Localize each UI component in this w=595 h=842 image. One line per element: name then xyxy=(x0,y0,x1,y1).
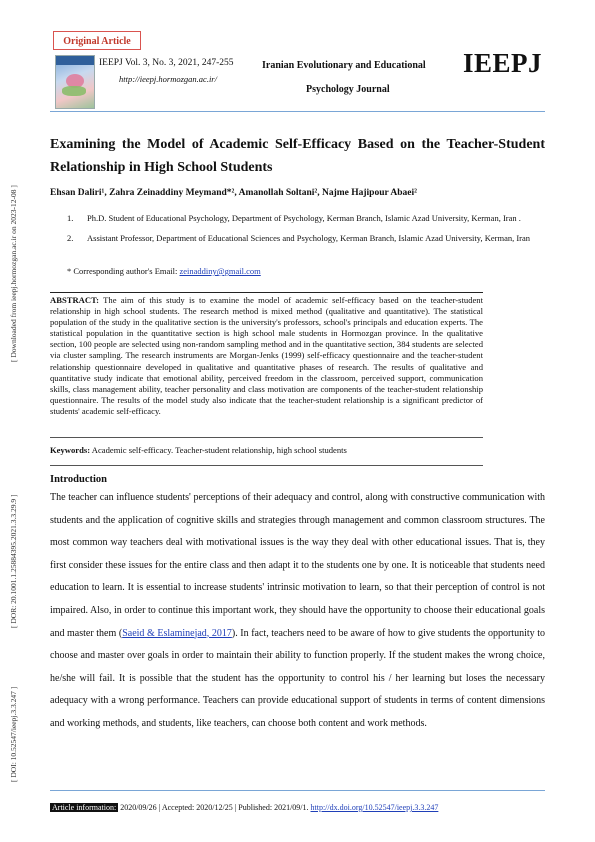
affiliation-text: Assistant Professor, Department of Educational Sciences and Psychology, Kerman Branch, Islamic Azad University, Kerman, Iran xyxy=(87,233,531,243)
affiliation-number: 1. xyxy=(67,213,74,223)
footer-divider xyxy=(50,790,545,791)
journal-cover-image xyxy=(55,55,95,109)
doi-link[interactable]: http://dx.doi.org/10.52547/ieepj.3.3.247 xyxy=(310,803,439,812)
abstract-label: ABSTRACT: xyxy=(50,295,100,305)
corresponding-email-link[interactable]: zeinaddiny@gmail.com xyxy=(179,266,261,276)
keywords-label: Keywords: xyxy=(50,445,91,455)
download-note: [ Downloaded from ieepj.hormozgan.ac.ir on 2023-12-08 ] xyxy=(9,185,18,362)
article-information xyxy=(50,803,438,812)
author-list: Ehsan Daliri¹, Zahra Zeinaddiny Meymand*², Amanollah Soltani², Najme Hajipour Abaei² xyxy=(50,188,417,198)
affiliation-number: 2. xyxy=(67,233,74,243)
article-type-badge: Original Article xyxy=(53,31,141,50)
journal-url: http://ieepj.hormozgan.ac.ir/ xyxy=(119,74,217,84)
accepted-date: | Accepted: 2020/12/25 xyxy=(156,803,233,812)
keywords-bottom-rule xyxy=(50,465,483,466)
introduction-paragraph xyxy=(50,487,545,736)
received-date: 2020/09/26 xyxy=(118,803,157,812)
keywords xyxy=(50,445,483,455)
affiliation-text: Ph.D. Student of Educational Psychology, Department of Psychology, Kerman Branch, Islamic Azad University, Kerman, Iran . xyxy=(87,213,521,223)
header-divider xyxy=(50,111,545,112)
abstract-top-rule xyxy=(50,292,483,293)
journal-name-line1: Iranian Evolutionary and Educational xyxy=(262,60,426,71)
dor-note: [ DOR: 20.1001.1.25884395.2021.3.3.29.9 ] xyxy=(9,494,18,628)
paper-title: Examining the Model of Academic Self-Efficacy Based on the Teacher-Student Relationship in High School Students xyxy=(50,137,545,175)
affiliation-2 xyxy=(67,231,565,261)
doi-note: [ DOI: 10.52547/ieepj.3.3.247 ] xyxy=(9,686,18,782)
cover-graphic-2 xyxy=(62,86,86,96)
abstract xyxy=(50,295,483,417)
intro-text-1: The teacher can influence students' perceptions of their adequacy and control, along with constructive communication with students and the application of cognitive skills and strategies through management and common classroom structures. The most common way teachers deal with motivational issues is the way they deal with other educational issues. That is, they first consider these issues for the entire class and then adapt it to the students one by one. It is noticeable that students need education to learn. It is essential to increase students' intrinsic motivation to learn, so that their perception of control is not impaired. Also, in order to continue this important work, they should have the opportunity to choose their educational goals and master them ( xyxy=(50,492,545,639)
article-info-label: Article information: xyxy=(52,803,117,812)
keywords-text: Academic self-efficacy. Teacher-student relationship, high school students xyxy=(90,445,347,455)
corresponding-label: * Corresponding author's Email: xyxy=(67,266,180,276)
section-heading-introduction: Introduction xyxy=(50,474,107,485)
affiliation-1 xyxy=(67,211,565,226)
journal-logo: IEEPJ xyxy=(463,48,543,78)
keywords-top-rule xyxy=(50,437,483,438)
corresponding-author xyxy=(67,266,261,276)
cover-band xyxy=(56,56,94,65)
intro-text-2: ). In fact, teachers need to be aware of how to give students the opportunity to choose and master over goals in order to maintain their ability to function properly. If the student makes the wrong choice, he/she will fail. It is possible that the student has the opportunity to control his / her learning but loses the necessary adequacy with a wrong performance. Teachers can provide educational support of students in terms of content dimensions and working methods, and students, like teachers, can choose both content and work methods. xyxy=(50,627,545,729)
citation-link[interactable]: Saeid & Eslaminejad, 2017 xyxy=(122,627,232,639)
journal-name-line2: Psychology Journal xyxy=(306,84,390,95)
volume-info: IEEPJ Vol. 3, No. 3, 2021, 247-255 xyxy=(99,58,234,68)
abstract-text: The aim of this study is to examine the model of academic self-efficacy based on the teacher-student relationship in high school students. The research method is mixed method (qualitative and quantitative). The statistical population of the study in the qualitative section is the university's professors, school's principals and education experts. The statistical population in the quantitative section is high school male students in Hormozgan province. In the qualitative section, 100 people are selected using non-random sampling method and in the quantitative section, 384 students are selected via cluster sampling. The research instruments are Morgan-Jenks (1999) self-efficacy questionnaire and the teacher-student relationship questionnaire developed in qualitative and quantitative phases of research. The results of qualitative and quantitative study indicate that emotional ability, perceived freedom in the classroom, perceived support, communication skills, class management ability, teacher personality and class motivation are components of the teacher-student relationship questionnaire. The results of the model study also indicate that the teacher-student relationship is a significant predictor of students' academic self-efficacy. xyxy=(50,295,483,416)
published-date: | Published: 2021/09/1. xyxy=(232,803,311,812)
